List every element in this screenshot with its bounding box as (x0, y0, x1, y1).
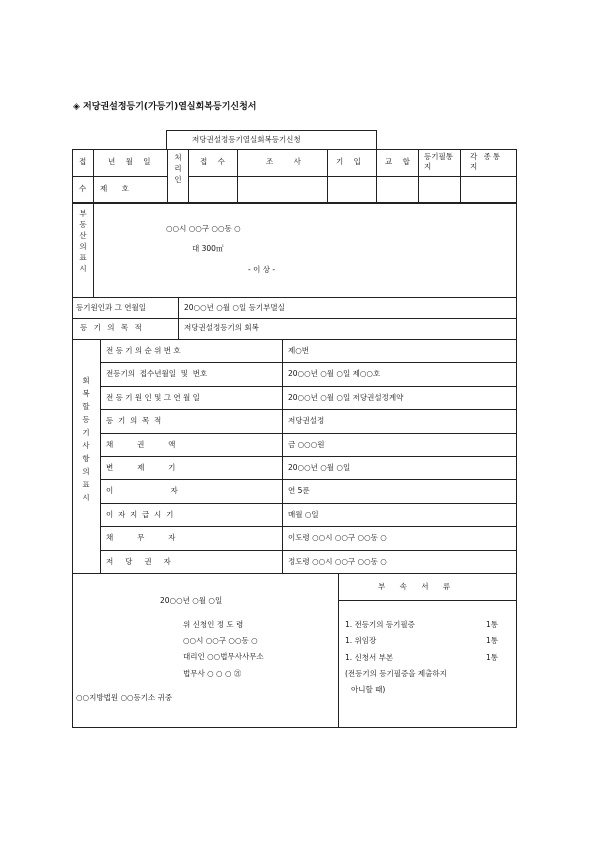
restore-row-value: 이도령 ○○시 ○○구 ○○동 ○ (288, 533, 387, 542)
property-land: 대 300㎡ (192, 244, 224, 253)
attachments-label: 부 속 서 류 (378, 582, 457, 591)
footer-date: 20○○년 ○월 ○일 (160, 596, 223, 605)
footer-lawyer: 법무사 ○ ○ ○ ㉑ (183, 669, 242, 678)
attachment-count-0: 1통 (486, 620, 499, 629)
entry-label: 기 입 (336, 157, 365, 166)
restore-row-value: 20○○년 ○월 ○일 제○○호 (288, 369, 381, 378)
page-title: ◈ 저당권설정등기(가등기)열실회복등기신청서 (73, 102, 257, 112)
property-label: 부동산의표시 (79, 209, 87, 273)
restore-row-label: 이 자 (106, 486, 178, 495)
application-title: 저당권설정등기열실회복등기신청 (192, 135, 301, 144)
restore-row-value: 저당권설정 (288, 416, 325, 425)
restore-row-value: 정도령 ○○시 ○○구 ○○동 ○ (288, 557, 387, 566)
investigation-label: 조 사 (266, 157, 310, 166)
purpose-label: 등 기 의 목 적 (80, 323, 144, 332)
check-label: 교 합 (385, 157, 414, 166)
processor-label: 처리인 (174, 153, 182, 184)
restore-row-value: 매월 ○일 (288, 510, 319, 519)
footer-agent: 대리인 ○○법무사사무소 (183, 652, 264, 661)
received-label: 접 수 (200, 157, 229, 166)
cause-value: 20○○년 ○월 ○일 등기부멸실 (184, 303, 285, 312)
restore-row-label: 저 당 권 자 (106, 557, 171, 566)
restore-row-label: 등 기 의 목 적 (106, 416, 162, 425)
attachment-name-1: 1. 위임장 (345, 636, 377, 645)
purpose-value: 저당권설정등기의 회복 (184, 323, 259, 332)
notice-label: 등기필통 지 (424, 152, 453, 171)
restore-row-label: 전 등 기 원 인 및 그 연 월 일 (106, 393, 200, 402)
cause-label: 등기원인과 그 연월일 (76, 303, 146, 312)
footer-address: ○○시 ○○구 ○○동 ○ (183, 636, 258, 645)
receipt-label: 접 (79, 157, 87, 166)
property-end: - 이 상 - (248, 265, 276, 274)
restore-row-value: 연 5푼 (288, 486, 310, 495)
restore-row-label: 전 등 기 의 순 위 번 호 (106, 346, 181, 355)
each-notice-label: 각 종통 지 (470, 152, 503, 171)
receipt-label-2: 수 (79, 184, 87, 193)
restore-row-value: 금 ○○○원 (288, 440, 325, 449)
date-label: 년 월 일 (108, 157, 155, 166)
attachment-name-2: 1. 신청서 부본 (345, 653, 394, 662)
attachment-name-0: 1. 전등기의 등기필증 (345, 620, 415, 629)
restore-row-value: 20○○년 ○월 ○일 저당권설정계약 (288, 393, 404, 402)
restore-row-label: 전등기의 접수년월일 및 번호 (106, 369, 208, 378)
attachment-count-1: 1통 (486, 636, 499, 645)
restore-row-value: 20○○년 ○월 ○일 (288, 463, 351, 472)
attachment-note-2: 아니할 때) (351, 685, 386, 694)
restore-row-label: 이 자 지 급 시 기 (106, 510, 174, 519)
attachment-count-2: 1통 (486, 653, 499, 662)
number-label: 제 호 (100, 184, 135, 193)
footer-court: ○○지방법원 ○○등기소 귀중 (76, 693, 173, 702)
attachment-note-1: (전등기의 등기필증을 제출하지 (345, 669, 447, 678)
restore-row-value: 제○번 (288, 346, 310, 355)
footer-applicant: 위 신청인 정 도 령 (183, 620, 244, 629)
restore-row-label: 채 무 자 (106, 533, 176, 542)
restore-row-label: 변 제 기 (106, 463, 176, 472)
property-address: ○○시 ○○구 ○○동 ○ (166, 224, 241, 233)
restore-row-label: 채 권 액 (106, 440, 176, 449)
restore-label: 회복할등기사항의표시 (82, 376, 90, 502)
